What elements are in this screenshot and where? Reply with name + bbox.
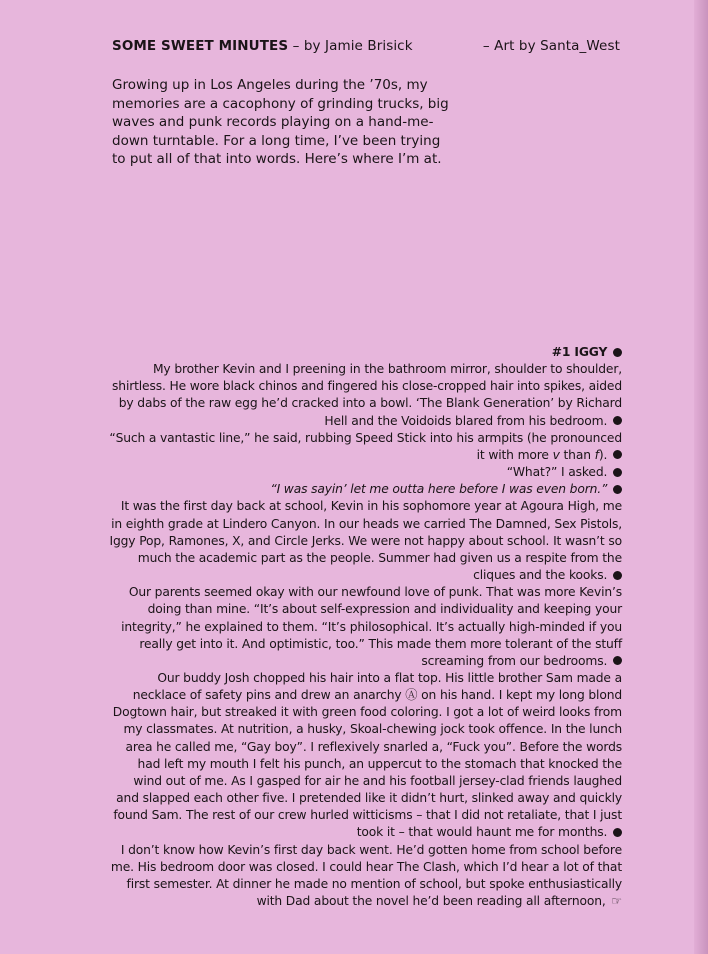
intro-paragraph: Growing up in Los Angeles during the ’70s, my memories are a cacophony of grinding trucks, big waves and punk records playing on a hand-me-down turntable. For a long time, I’ve been trying to put all of that into words. Here’s where I’m at. <box>112 77 449 168</box>
paragraph-3 <box>108 464 622 481</box>
bullet-icon <box>613 656 622 665</box>
paragraph-7 <box>108 670 622 842</box>
byline: – by Jamie Brisick <box>288 38 413 54</box>
paragraph-text: “What?” I asked. <box>506 465 608 480</box>
quote-text: “I was sayin’ let me outta here before I was even born.” <box>270 482 608 497</box>
article-title: SOME SWEET MINUTES <box>112 38 289 54</box>
art-credit: – Art by Santa_West <box>482 38 620 54</box>
paragraph-text: ). <box>598 447 608 462</box>
paragraph-6 <box>108 584 622 670</box>
paragraph-1 <box>108 361 622 430</box>
paragraph-text: Our parents seemed okay with our newfound love of punk. That was more Kevin’s doing than mine. “It’s about self-expression and individuality and keeping your integrity,” he explained to them. “It’s philosophical. It’s actually high-minded if you really get into it. And optimistic, too.” This made them more tolerant of the stuff screaming from our bedrooms. <box>121 585 622 668</box>
section-title: #1 IGGY <box>551 345 608 359</box>
section-heading <box>108 344 622 361</box>
paragraph-4 <box>108 481 622 498</box>
bullet-icon <box>613 348 622 357</box>
article-header <box>112 38 620 54</box>
paragraph-text: Our buddy Josh chopped his hair into a flat top. His little brother Sam made a necklace of safety pins and drew an anarchy Ⓐ on his hand. I kept my long blond Dogtown hair, but streaked it with green food coloring. I got a lot of weird looks from my classmates. At nutrition, a husky, Skoal-chewing jock took offence. In the lunch area he called me, “Gay boy”. I reflexively snarled a, “Fuck you”. Before the words had left my mouth I felt his punch, an uppercut to the stomach that knocked the wind out of me. As I gasped for air he and his football jersey-clad friends laughed and slapped each other five. I pretended like it didn’t hurt, slinked away and quickly found Sam. The rest of our crew hurled witticisms – that I did not retaliate, that I just took it – that would haunt me for months. <box>112 670 622 840</box>
paragraph-text: It was the first day back at school, Kevin in his sophomore year at Agoura High, me in eighth grade at Lindero Canyon. In our heads we carried The Damned, Sex Pistols, Iggy Pop, Ramones, X, and Circle Jerks. We were not happy about school. It wasn’t so much the academic part as the people. Summer had given us a respite from the cliques and the kooks. <box>109 499 622 583</box>
article-body <box>108 344 622 910</box>
italic-v: v <box>552 447 560 462</box>
paragraph-text: My brother Kevin and I preening in the bathroom mirror, shoulder to shoulder, shirtless. He wore black chinos and fingered his close-cropped hair into spikes, aided by dabs of the raw egg he’d cracked into a bowl. ‘The Blank Generation’ by Richard Hell and the Voidoids blared from his bedroom. <box>112 362 622 428</box>
paragraph-text: than <box>559 447 595 462</box>
italic-f: f <box>594 447 599 462</box>
paragraph-text: “Such a vantastic line,” he said, rubbing Speed Stick into his armpits (he pronounced it with more <box>109 430 622 462</box>
pointing-hand-icon: ☞ <box>611 894 622 908</box>
bullet-icon <box>613 485 622 494</box>
bullet-icon <box>613 468 622 477</box>
bullet-icon <box>613 416 622 425</box>
paragraph-5 <box>108 498 622 584</box>
bullet-icon <box>613 828 622 837</box>
paragraph-text: I don’t know how Kevin’s first day back went. He’d gotten home from school before me. His bedroom door was closed. I could hear The Clash, which I’d hear a lot of that first semester. At dinner he made no mention of school, but spoke enthusiastically with Dad about the novel he’d been reading all afternoon, <box>110 842 622 908</box>
page-edge <box>694 0 708 954</box>
paragraph-2 <box>108 430 622 464</box>
bullet-icon <box>613 571 622 580</box>
bullet-icon <box>613 450 622 459</box>
paragraph-8 <box>108 842 622 911</box>
